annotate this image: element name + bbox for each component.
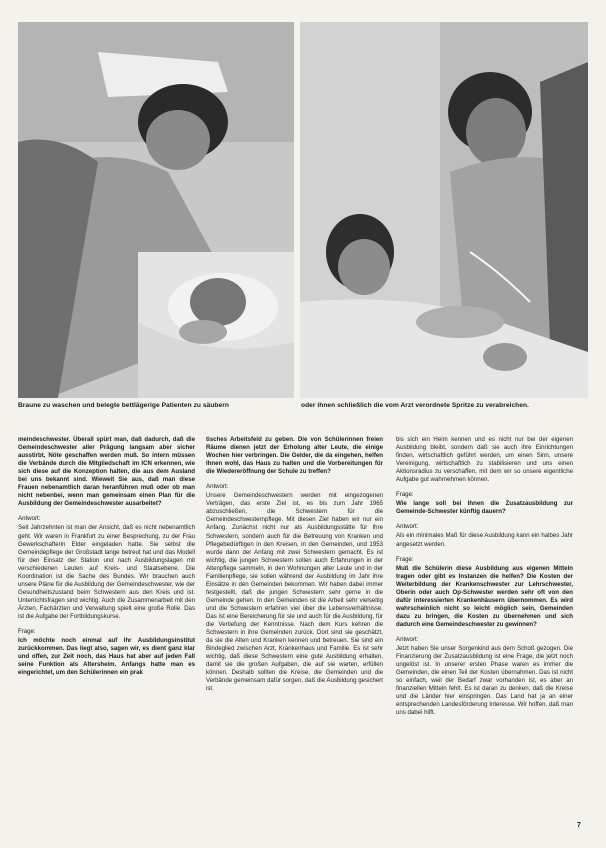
answer-label: Antwort: (18, 515, 41, 523)
page-number: 7 (577, 822, 581, 829)
answer-label: Antwort: (206, 483, 229, 491)
photo-left (18, 22, 294, 398)
question-paragraph: Ich möchte noch einmal auf Ihr Ausbildungsinstitut zurückkommen. Das liegt also, sagen wir, es dient ganz klar und offen, zur Zeit noch, das Haus hat aber auf jeden Fall seine Funktion als Altersheim. Anfangs hatte man es eingerichtet, um den Schülerinnen ein prak (18, 637, 195, 677)
photo-right (300, 22, 588, 398)
answer-paragraph: Als ein minimales Maß für diese Ausbildung kann ein halbes Jahr angesetzt werden. (396, 532, 573, 548)
text-column-1 (18, 436, 195, 684)
photo-caption-left: Braune zu waschen und belegte bettlägerige Patienten zu säubern (18, 402, 229, 409)
doctor-injection-photo (300, 22, 588, 398)
question-paragraph: meindeschwester. Überall spürt man, daß dadurch, daß die Gemeindeschwester aller Prägung langsam aber sicher ausstirbt, Nöte geschaffen werden muß. So intern müssen die Verbände durch die Mitgliedschaft im ICN erkennen, wie sich diese auf die Konzeption halten, die aus dem Ausland bei uns bekannt sind. Wieweit Sie aus, daß man diese Frauen nebenamtlich daran heranführen muß oder ob man nicht nebenbei, wenn man gemeinsam einen Plan für die Ausbildung der Gemeindeschwester ausarbeitet? (18, 436, 195, 508)
answer-paragraph: bis sich ein Heim kennen und es nicht nur bei der eigenen Ausbildung bleibt, sondern daß sie auch ihre Einrichtungen finden, wirtschaftlich geführt werden, um einen Sinn, unsere Vereinigung, wirtschaftlich zu stabilisieren und uns einen Aktionsradius zu verschaffen, mit dem wir so unsere eigentliche Aufgabe gut wahrnehmen können. (396, 436, 573, 484)
text-column-3 (396, 436, 573, 724)
question-paragraph: Wie lange soll bei Ihnen die Zusatzausbildung zur Gemeinde-Schwester künftig dauern? (396, 500, 573, 516)
question-label: Frage: (396, 555, 414, 563)
question-paragraph: tisches Arbeitsfeld zu geben. Die von Schülerinnen freien Räume dienen jetzt der Erholung alter Leute, die einige Wochen hier verbringen. Die Gelder, die da eingehen, helfen Ihnen wohl, das Haus zu halten und die Vorbereitungen für die Wiedereröffnung der Schule zu treffen? (206, 436, 383, 476)
photo-caption-right: oder ihnen schließlich die vom Arzt verordnete Spritze zu verabreichen. (301, 402, 529, 409)
answer-label: Antwort: (396, 523, 419, 531)
question-label: Frage: (18, 628, 36, 636)
answer-paragraph: Jetzt haben Sie unser Sorgenkind aus dem Schoß gezogen. Die Finanzierung der Zusatzausbildung ist eine Frage, die jetzt noch ungelöst ist. In unserer ersten Phase waren es immer die Gemeinden, die einen Teil der Kosten übernahmen. Das ist nicht so einfach, weil der Bedarf zwar vorhanden ist, es aber an finanziellen Mitteln fehlt. Es ist daran zu denken, daß die Kreise und die Länder hier einspringen. Das Land hat ja an einer entsprechenden Landesförderung Interesse. Wir hoffen, daß man uns dabei hilft. (396, 645, 573, 717)
nurse-washing-patient-photo (18, 22, 294, 398)
answer-paragraph: Seit Jahrzehnten ist man der Ansicht, daß es nicht nebenamtlich geht. Wir waren in Frankfurt zu einer Besprechung, zu der Frau Gewerkschafterin Elder eingeladen hatte. Sie selbst die Gemeindepflege der Großstadt lange betreut hat und das Modell für den Einsatz der Station und nach Ausbildungslagen mit verschiedenen Leuten auf Kreis- und Staatsebene. Die Koordination ist die Sache des Bundes. Wir brauchen auch unsere Pläne für die Ausbildung der Gemeindeschwester, wie der Gesundheitszustand beim Schwestern aus den Kreis und ist. Unterrichtsfragen sind wichtig. Auch die Zusammenarbeit mit den Ärzten, Fachärzten und Verwaltung spielt eine große Rolle. Das ist die Aufgabe der Fortbildungskurse. (18, 524, 195, 620)
answer-label: Antwort: (396, 635, 419, 643)
text-column-2 (206, 436, 383, 700)
question-label: Frage: (396, 491, 414, 499)
question-paragraph: Muß die Schülerin diese Ausbildung aus eigenen Mitteln tragen oder gibt es Instanzen die helfen? Die Kosten der Weiterbildung der Krankenschwester zur Lehrschwester, Oberin oder auch Op-Schwester werden sehr oft von den dafür interessierten Krankenhäusern übernommen. Es wird wahrscheinlich nicht so leicht möglich sein, Gemeinden dazu zu bringen, die Kosten zu übernehmen und sich dadurch eine Gemeindeschwester zu gewinnen? (396, 564, 573, 628)
answer-paragraph: Unsere Gemeindeschwestern werden mit eingezogenen Verträgen, das erste Ziel ist, es bis zum Jahr 1965 abzuschließen, die Schwestern für die Gemeindeschwesternpflege. Mit diesen Ziel haben wir nur ein Anfang. Zunächst nicht nur als Ausbildungsstätte für Ihre Schwestern, sondern auch für die Betreuung von Kranken und Pflegebedürftigen in den Kreisen, in den Gemeinden, und 1953 wurde dann der Anfang mit zwei Schwestern gemacht. Es ist wichtig, die jungen Schwestern sollen auch Erfahrungen in der Altenpflege sammeln, in den Wohnungen alter Leute und in der Familienpflege, sie sollen während der Ausbildung im Jahr ihre Einsätze in den Gemeinden bekommen. Wir haben dabei immer festgestellt, daß die jungen Schwestern sehr gerne in die Gemeinde gehen. In den Gemeinden ist die Arbeit sehr vielseitig und die Schwestern erfahren viel über die Lebensverhältnisse. Das ist eine Bereicherung für sie und auch für die Ausbildung, für die Vertiefung der Kenntnisse. Nach dem Kurs kehren die Schwestern in ihre Gemeinden zurück. Dort sind sie geschätzt, da sie die Alten und Kranken kennen und betreuen. Sie sind ein Bindeglied zwischen Arzt, Krankenhaus und Familie. Es ist sehr wichtig, daß diese Schwestern eine gute Ausbildung erhalten, damit sie die großen Aufgaben, die auf sie warten, erfüllen können. Deshalb sollten die Kreise, die Gemeinden und die Verbände gemeinsam dafür sorgen, daß die Ausbildung gesichert ist. (206, 492, 383, 693)
